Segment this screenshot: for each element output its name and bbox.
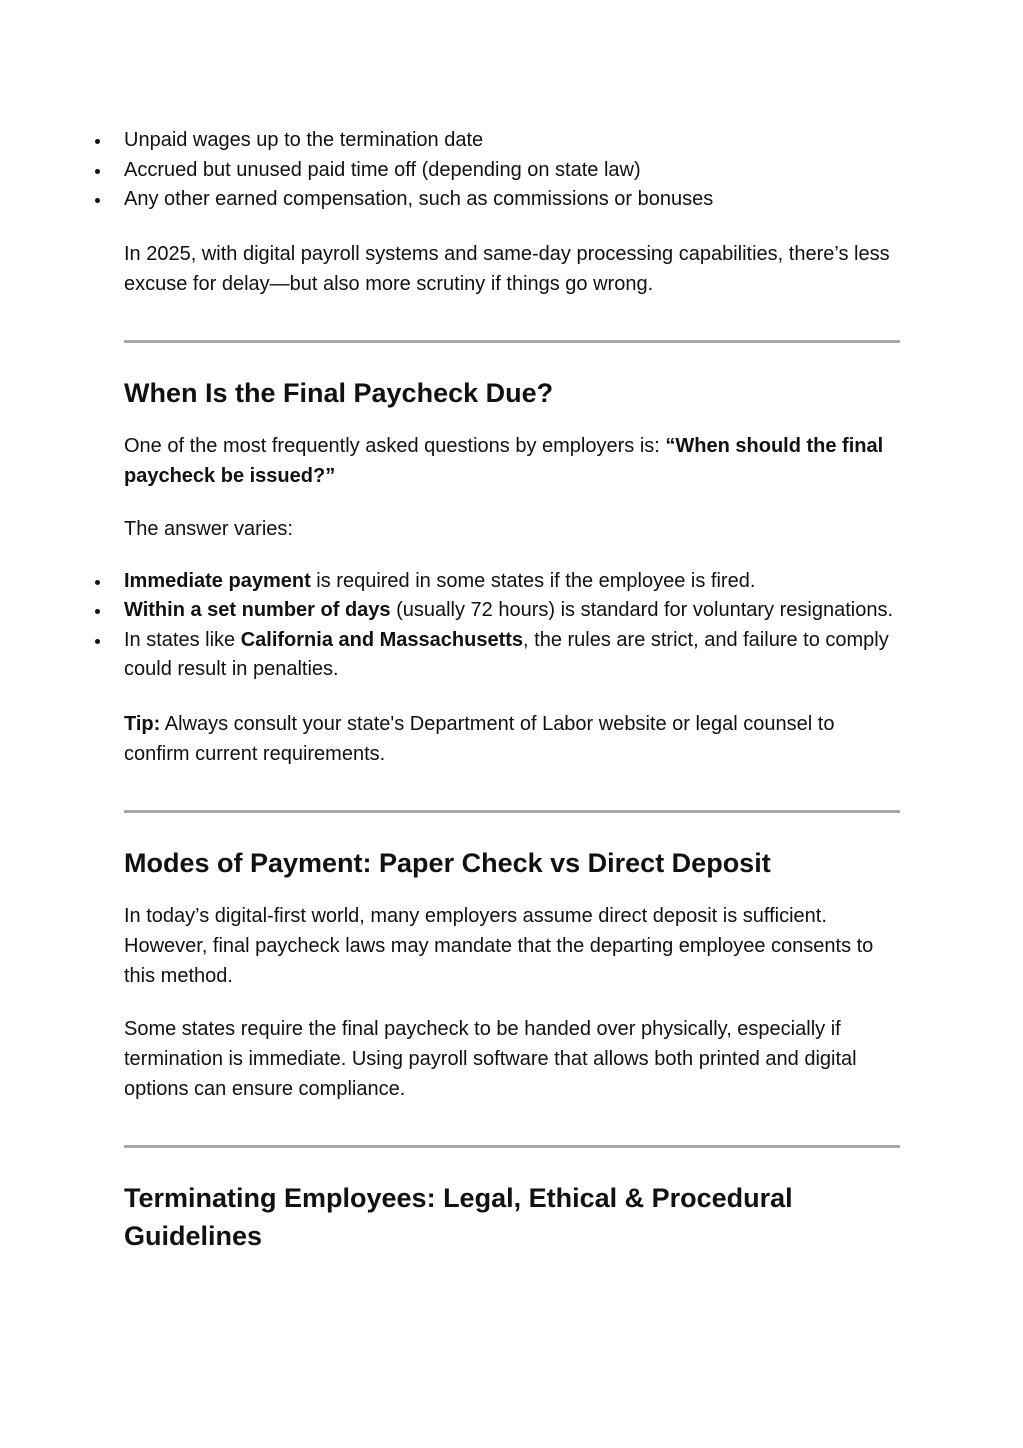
- list-item: Accrued but unused paid time off (depending on state law): [62, 156, 900, 186]
- section-heading-modes-of-payment: Modes of Payment: Paper Check vs Direct Deposit: [124, 847, 771, 878]
- list-item: Unpaid wages up to the termination date: [62, 126, 900, 156]
- tip-label: Tip:: [124, 712, 161, 735]
- list-item-text: (usually 72 hours) is standard for voluntary resignations.: [390, 599, 894, 621]
- list-item-bold: Within a set number of days: [124, 599, 391, 621]
- answer-varies-paragraph: The answer varies:: [124, 517, 293, 540]
- list-item: [62, 626, 900, 685]
- list-item: [62, 596, 900, 626]
- tip-text: Always consult your state's Department of Labor website or legal counsel to confirm current requirements.: [124, 712, 835, 765]
- intro-paragraph: In 2025, with digital payroll systems and same-day processing capabilities, there’s less excuse for delay—but also more scrutiny if things go wrong.: [124, 242, 890, 295]
- list-item: Any other earned compensation, such as commissions or bonuses: [62, 185, 900, 215]
- section-heading-final-paycheck-due: When Is the Final Paycheck Due?: [124, 377, 554, 408]
- list-item-bold: Immediate payment: [124, 569, 311, 592]
- list-item-text: is required in some states if the employee is fired.: [310, 569, 756, 592]
- section-divider: [124, 810, 900, 813]
- deadline-rules-list: [62, 567, 900, 685]
- section-heading-terminating-employees: Terminating Employees: Legal, Ethical & Procedural Guidelines: [124, 1182, 793, 1251]
- section-divider: [124, 1145, 900, 1148]
- list-item-text: , the rules are strict, and failure to comply could result in penalties.: [124, 628, 889, 680]
- tip-paragraph: [124, 709, 900, 769]
- physical-handover-paragraph: Some states require the final paycheck to be handed over physically, especially if termination is immediate. Using payroll software that allows both printed and digital options can ensure compliance.: [124, 1017, 857, 1100]
- section-divider: [124, 340, 900, 343]
- faq-question: “When should the final paycheck be issued?”: [124, 434, 884, 487]
- article-content: [124, 122, 900, 1255]
- list-item-prefix: In states like: [124, 628, 241, 651]
- digital-first-paragraph: In today’s digital-first world, many employers assume direct deposit is sufficient. However, final paycheck laws may mandate that the departing employee consents to this method.: [124, 904, 874, 987]
- list-item: [62, 567, 900, 597]
- faq-text: One of the most frequently asked questions by employers is:: [124, 434, 666, 457]
- earned-pay-list: [62, 126, 900, 215]
- list-item-bold: California and Massachusetts: [240, 628, 524, 651]
- faq-paragraph: [124, 431, 900, 491]
